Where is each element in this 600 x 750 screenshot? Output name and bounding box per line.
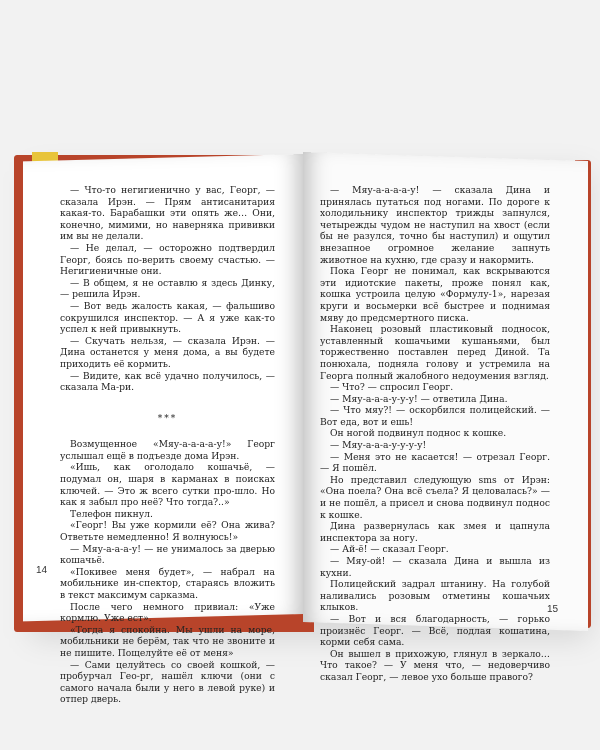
paragraph: — В общем, я не оставлю я здесь Динку, — решила Ирэн. xyxy=(60,277,275,301)
paragraph: Он ногой подвинул поднос к кошке. xyxy=(330,428,507,440)
paragraph: — Мяу-а-а-а-у-у-у! — ответила Дина. xyxy=(330,393,508,405)
paragraph: Телефон пикнул. xyxy=(70,508,153,520)
paragraph: Дина развернулась как змея и цапнула инспектора за ногу. xyxy=(320,521,550,544)
paragraph: «Ишь, как оголодало кошачьё, — подумал он, шаря в карманах в поисках ключей. — Это ж всего сутки про-шло. Но как я забыл про неё? Что тогда?..» xyxy=(60,462,275,509)
paragraph: — Мяу-а-а-а-а-у! — сказала Дина и принялась путаться под ногами. По дороге к холодильнику инспектор трижды запнулся, четырежды чудом не наступил на хвост (если бы не разулся, точно бы наступил) и ощутил внезапное огромное желание запнуть животное на кухню, где сразу и накормить. xyxy=(320,185,550,266)
paragraph: — Ай-ё! — сказал Георг. xyxy=(330,544,449,556)
paragraph: — Скучать нельзя, — сказала Ирэн. — Дина останется у меня дома, а вы будете приходить её кормить. xyxy=(60,335,275,370)
paragraph: — Сами целуйтесь со своей кошкой, — пробурчал Гео-рг, нашёл ключи (они с самого начала были у него в левой руке) и отпер дверь. xyxy=(60,659,275,706)
page-number-right: 15 xyxy=(547,604,559,615)
paragraph: «Покивее меня будет», — набрал на мобильнике ин-спектор, стараясь вложить в текст максимум сарказма. xyxy=(60,566,275,601)
paragraph: Пока Георг не понимал, как вскрываются эти идиотские пакеты, проже понял как, кошка устроила целую «Формулу-1», нарезая круги и восьмерки всё быстрее и поднимая мяву до предсмертного писка. xyxy=(320,266,550,324)
paragraph: — Мяу-а-а-а-у! — не унималось за дверью кошачьё. xyxy=(60,543,275,567)
page-number-left: 14 xyxy=(36,565,48,576)
paragraph: — Меня это не касается! — отрезал Георг. — Я пошёл. xyxy=(320,451,550,475)
paragraph: Наконец розовый пластиковый подносок, уставленный кошачьими кушаньями, был торжественно поставлен перед Диной. Та понюхала, подняла голову и устремила на Георга полный жалобного недоумения взгляд. xyxy=(320,324,550,382)
paragraph: — Мяу-а-а-а-у-у-у-у! xyxy=(330,440,427,452)
paragraph: — Что-то негигиенично у вас, Георг, — сказала Ирэн. — Прям антисанитария какая-то. Барабашки эти опять же… Они, конечно, мимими, но наверняка прививки им вы не делали. xyxy=(60,185,275,243)
paragraph: Но представил следующую sms от Ирэн: «Она поела? Она всё съела? Я целовалась?» — и не пошёл, а присел и снова подвинул поднос к кошке. xyxy=(320,474,550,521)
paragraph: Полицейский задрал штанину. На голубой наливались розовым отметины кошачьих клыков. xyxy=(320,579,550,614)
paragraph: «Георг! Вы уже кормили её? Она жива? Ответьте немедленно! Я волнуюсь!» xyxy=(60,520,275,544)
paragraph: — Вот и вся благодарность, — горько произнёс Георг. — Всё, подлая кошатина, корми себя сама. xyxy=(320,613,550,649)
left-page-text xyxy=(60,185,275,706)
paragraph: Он вышел в прихожую, глянул в зеркало… Что такое? — У меня что, — недоверчиво сказал Георг, — левое ухо больше правого? xyxy=(320,648,550,683)
paragraph: — Что? — спросил Георг. xyxy=(330,382,454,394)
paragraph: — Вот ведь жалость какая, — фальшиво сокрушился инспектор. — А я уже как-то успел к ней привыкнуть. xyxy=(60,300,275,336)
paragraph: — Не делал, — осторожно подтвердил Георг, боясь по-верить своему счастью. — Негигиеничные они. xyxy=(60,242,275,278)
paragraph: Возмущенное «Мяу-а-а-а-а-у!» Георг услышал ещё в подъезде дома Ирэн. xyxy=(60,439,275,462)
section-separator: *** xyxy=(157,413,178,424)
paragraph: — Мяу-ой! — сказала Дина и вышла из кухни. xyxy=(320,556,550,579)
paragraph: — Что мяу?! — оскорбился полицейский. — Вот еда, вот и ешь! xyxy=(320,405,550,428)
paragraph: После чего немного привиал: «Уже кормлю. Уже ест». xyxy=(60,601,275,625)
paragraph: «Тогда я спокойна. Мы ушли на море, мобильники не берём, так что не звоните и не пишите. Пощелуйте её от меня» xyxy=(60,624,275,659)
paragraph: — Видите, как всё удачно получилось, — сказала Ма-ри. xyxy=(60,370,275,394)
right-page-text xyxy=(320,185,550,684)
